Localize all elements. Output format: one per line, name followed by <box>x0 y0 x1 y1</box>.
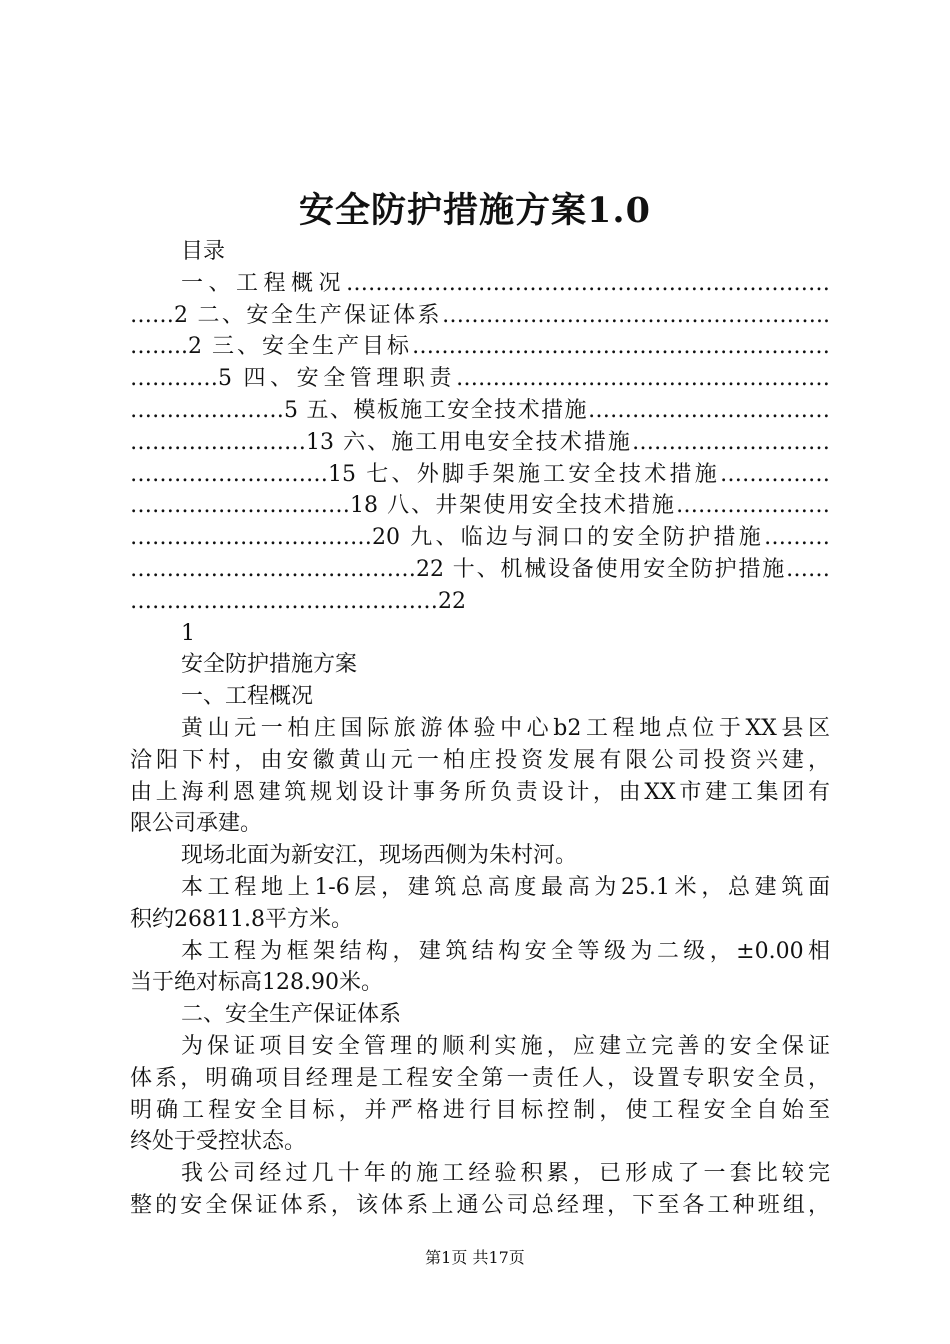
toc-line: …………5 四、安全管理职责…………………………………………… <box>130 366 830 392</box>
paragraph-line: 当于绝对标高128.90米。 <box>130 970 383 996</box>
toc-line: ……2 二、安全生产保证体系…………………………………………….. <box>130 302 830 328</box>
toc-line: ……………………………………22 <box>130 588 466 614</box>
document-title: 安全防护措施方案1.0 <box>299 190 651 231</box>
toc-line: ……..2 三、安全生产目标………………………………………………… <box>130 334 830 360</box>
paragraph-line: 黄山元一柏庄国际旅游体验中心b2工程地点位于XX县区 <box>181 715 830 741</box>
paragraph-line: 整的安全保证体系，该体系上通公司总经理，下至各工种班组， <box>130 1192 830 1218</box>
paragraph-line: 终处于受控状态。 <box>130 1129 307 1155</box>
toc-line: ……………………………20 九、临边与洞口的安全防护措施……… <box>130 525 830 551</box>
toc-line: ………………………15 七、外脚手架施工安全技术措施…………… <box>130 461 830 487</box>
paragraph-line: 由上海利恩建筑规划设计事务所负责设计，由XX市建工集团有 <box>130 779 830 805</box>
paragraph-line: 积约26811.8平方米。 <box>130 906 353 932</box>
section-heading: 一、工程概况 <box>181 684 314 710</box>
toc-heading: 目录 <box>181 239 226 264</box>
toc-page-marker: 1 <box>181 620 195 646</box>
paragraph-line: 本工程地上1-6层，建筑总高度最高为25.1米，总建筑面 <box>181 874 830 900</box>
paragraph-line: 为保证项目安全管理的顺利实施，应建立完善的安全保证 <box>181 1033 830 1059</box>
paragraph-line: 洽阳下村，由安徽黄山元一柏庄投资发展有限公司投资兴建， <box>130 747 830 773</box>
toc-line: ……………………13 六、施工用电安全技术措施……………………… <box>130 429 830 455</box>
paragraph-line: 现场北面为新安江，现场西侧为朱村河。 <box>181 843 578 869</box>
toc-line: 一、工程概况………………………………………………………… <box>181 270 830 296</box>
toc-line: …………………………………22 十、机械设备使用安全防护措施…… <box>130 556 830 582</box>
toc-line: …………………5 五、模板施工安全技术措施…………………………… <box>130 397 830 423</box>
paragraph-line: 本工程为框架结构，建筑结构安全等级为二级，±0.00相 <box>181 938 830 964</box>
document-content <box>130 236 830 1222</box>
paragraph-line: 限公司承建。 <box>130 811 263 837</box>
paragraph-line: 体系，明确项目经理是工程安全第一责任人，设置专职安全员， <box>130 1065 830 1091</box>
toc-line: …………………………18 八、井架使用安全技术措施………………… <box>130 493 830 519</box>
paragraph-line: 我公司经过几十年的施工经验积累，已形成了一套比较完 <box>181 1161 830 1187</box>
paragraph-line: 明确工程安全目标，并严格进行目标控制，使工程安全自始至 <box>130 1097 830 1123</box>
section-heading: 二、安全生产保证体系 <box>181 1002 402 1028</box>
page-footer: 第1页 共17页 <box>425 1248 525 1267</box>
body-title: 安全防护措施方案 <box>181 652 358 678</box>
